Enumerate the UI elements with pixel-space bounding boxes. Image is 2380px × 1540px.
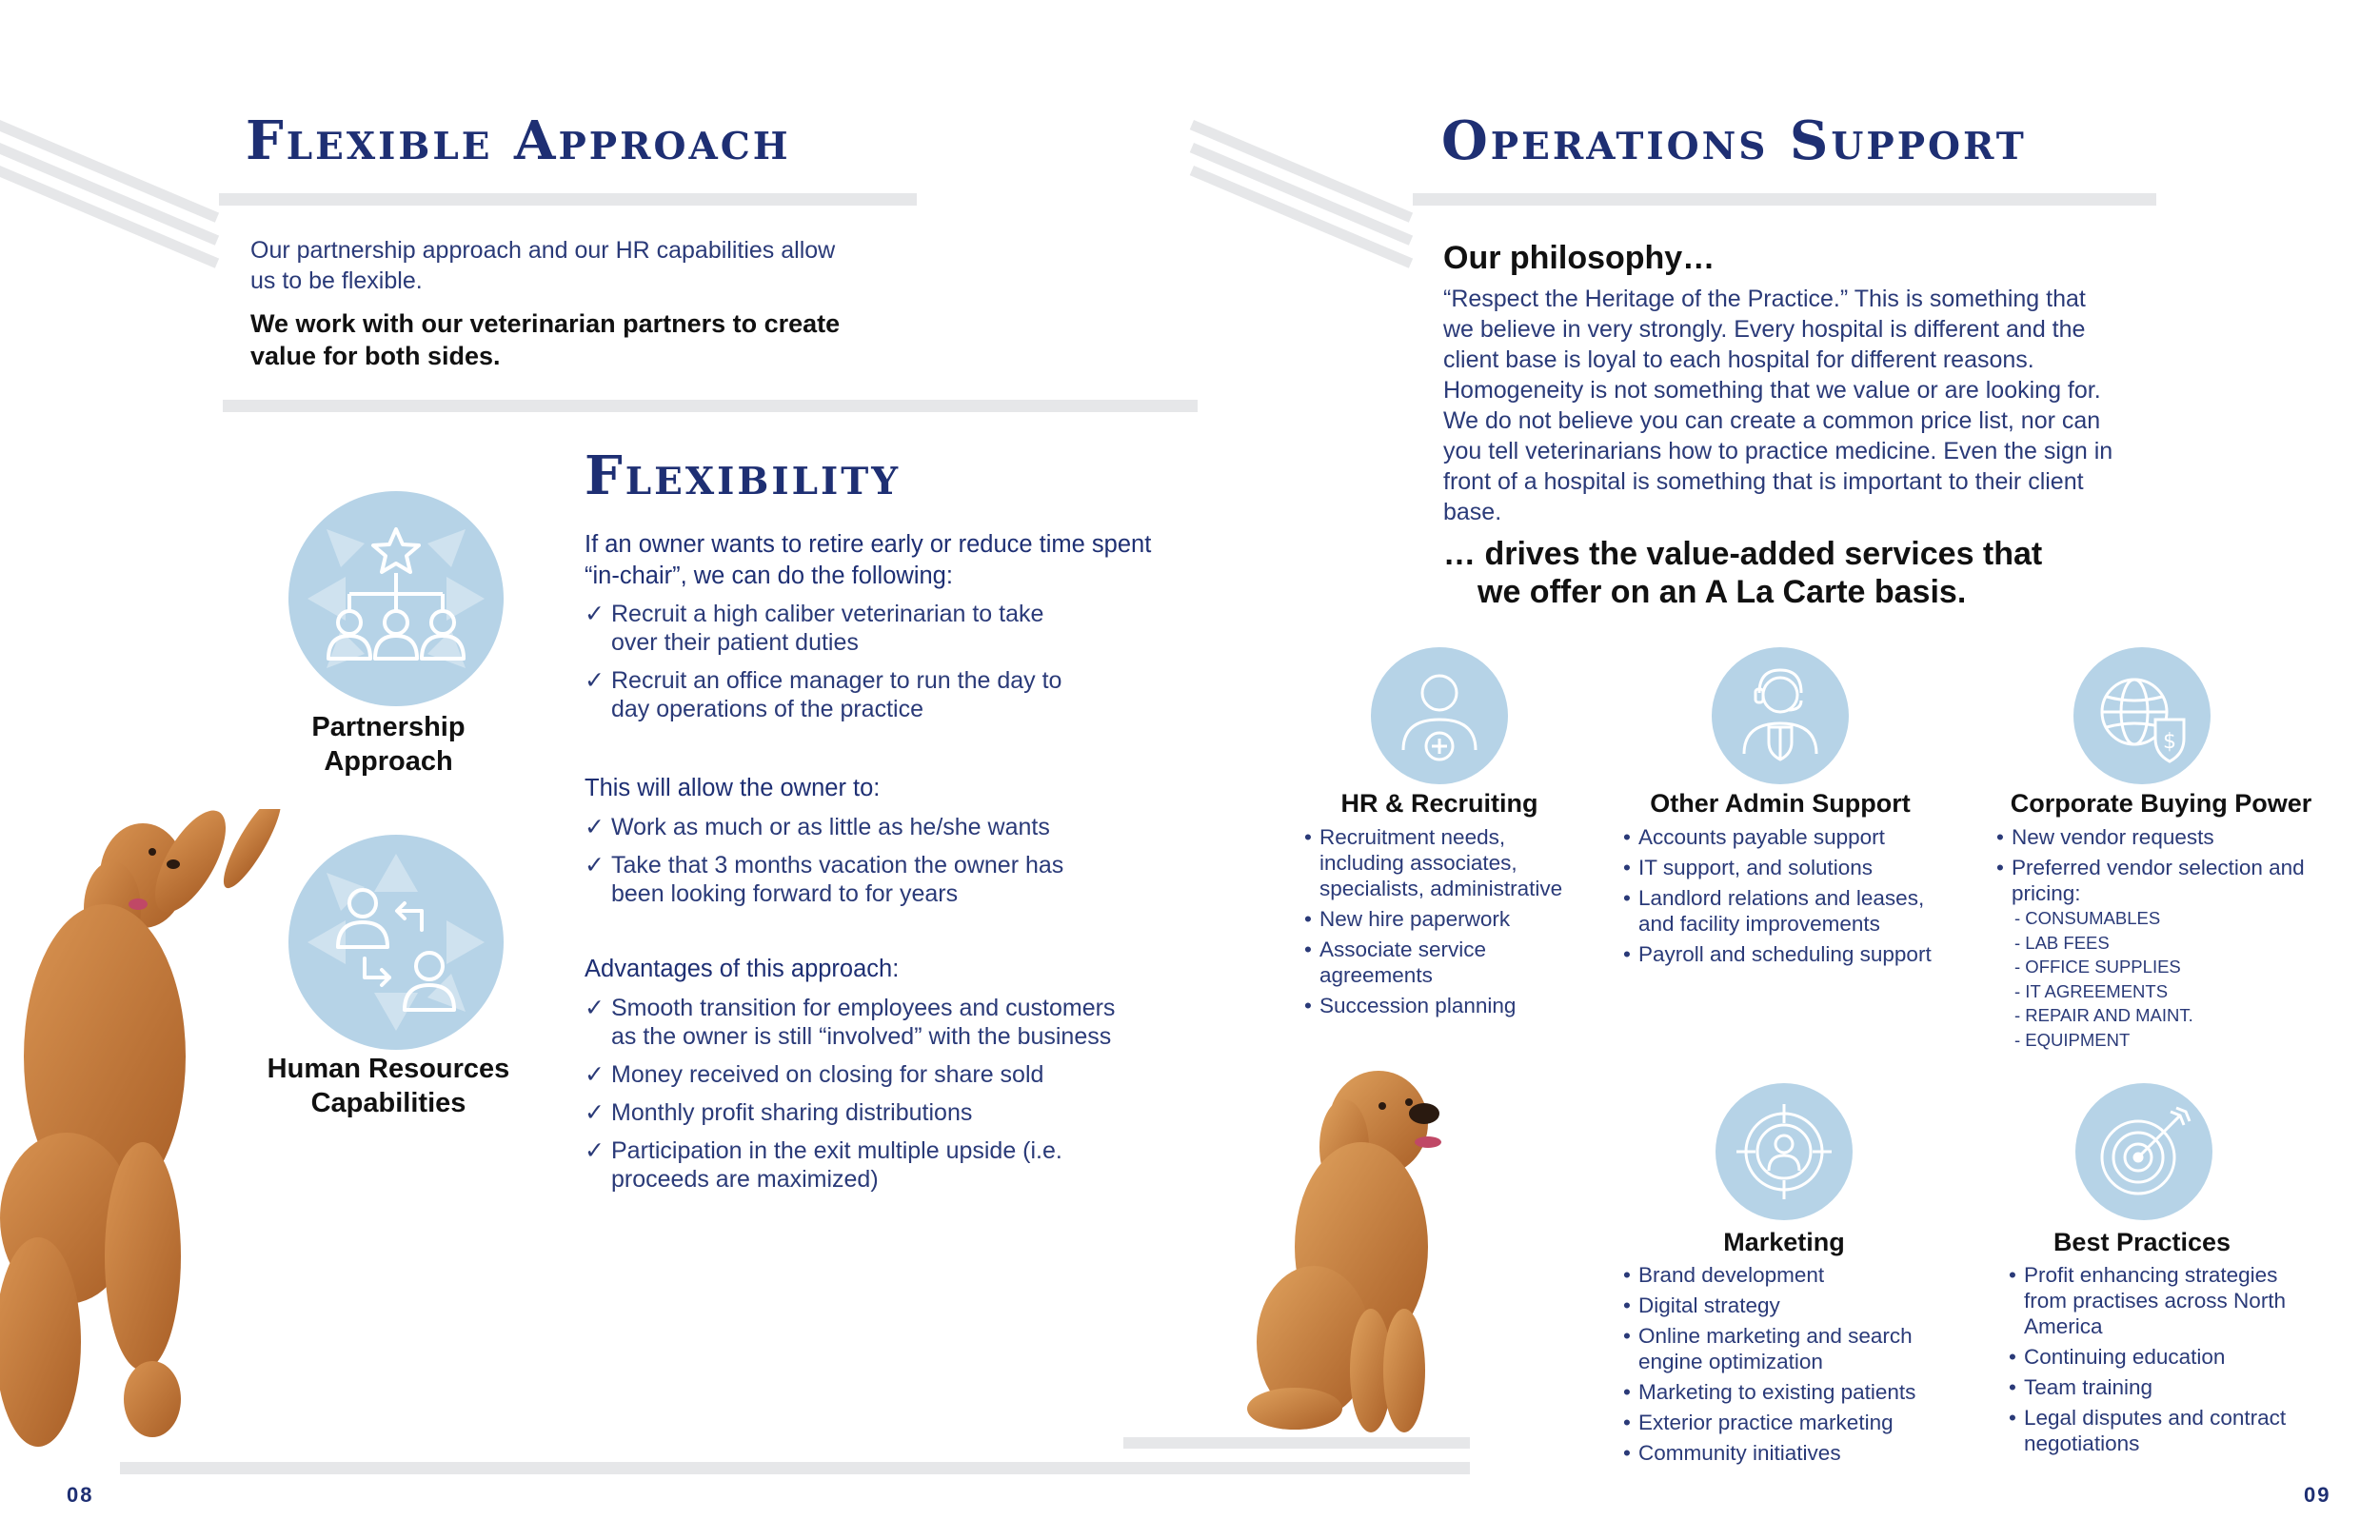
- admin-icon-circle: [1712, 647, 1849, 784]
- person-plus-icon: [1371, 647, 1508, 784]
- partnership-icon-circle: [288, 491, 504, 706]
- hr-label-line1: Human Resources: [267, 1054, 510, 1084]
- list-item: - OFFICE SUPPLIES: [2014, 957, 2181, 977]
- bullet-icon: •: [1996, 825, 2004, 849]
- list-item: [1996, 855, 2320, 906]
- list-item: [585, 666, 1080, 723]
- list-item: [1623, 941, 1947, 967]
- list-item: [585, 813, 1118, 841]
- list-item: - CONSUMABLES: [2014, 908, 2161, 928]
- check-icon: ✓: [585, 1061, 605, 1088]
- list-item: [1623, 1323, 1966, 1374]
- hr-icon-circle: [288, 835, 504, 1050]
- philosophy-text: “Respect the Heritage of the Practice.” This is something that we believe in very strongly. Every hospital is different and the client base is loyal to each hospital for different reasons. Homogeneity is not something that we value or are looking for. We do not believe you can create a common price list, nor can you tell veterinarians how to practice medicine. Even the sign in front of a hospital is something that is important to their client base.: [1443, 286, 2113, 525]
- partnership-label-line1: Partnership: [311, 712, 466, 742]
- check-icon: ✓: [585, 995, 605, 1021]
- bullet-icon: •: [1304, 825, 1312, 849]
- marketing-icon-circle: [1716, 1083, 1853, 1220]
- decor-stripe: [0, 166, 219, 268]
- list-item-text: Recruit a high caliber veterinarian to take over their patient duties: [611, 601, 1044, 656]
- bullet-icon: •: [2009, 1345, 2016, 1369]
- intro-text: Our partnership approach and our HR capabilities allow us to be flexible.: [250, 237, 836, 294]
- list-item-text: New hire paperwork: [1319, 907, 1511, 931]
- allow-heading: This will allow the owner to:: [585, 775, 881, 801]
- bullet-icon: •: [1996, 856, 2004, 879]
- list-item: [1623, 1379, 1966, 1405]
- bullet-icon: •: [1304, 938, 1312, 961]
- best-practices-list: [2009, 1262, 2323, 1461]
- title-underline-bar: [219, 193, 917, 206]
- list-item: [585, 994, 1118, 1051]
- bullet-icon: •: [1623, 825, 1631, 849]
- list-item: [585, 1098, 1118, 1127]
- decor-stripe: [0, 120, 219, 223]
- best-practices-icon-circle: [2075, 1083, 2212, 1220]
- page-number-right: 09: [2304, 1483, 2331, 1507]
- list-item-text: Work as much or as little as he/she wants: [611, 814, 1050, 840]
- buying-icon-circle: [2073, 647, 2211, 784]
- list-item-text: Smooth transition for employees and customers as the owner is still “involved” with the business: [611, 995, 1116, 1050]
- buying-sub-list: [2003, 906, 2289, 1052]
- admin-title: Other Admin Support: [1650, 789, 1911, 818]
- check-icon: ✓: [585, 1137, 605, 1164]
- check-icon: ✓: [585, 667, 605, 694]
- buying-title: Corporate Buying Power: [2010, 789, 2312, 818]
- list-item-text: Take that 3 months vacation the owner has been looking forward to for years: [611, 852, 1064, 907]
- list-item: [1623, 1410, 1966, 1435]
- footer-bar: [120, 1462, 1470, 1474]
- check-icon: ✓: [585, 814, 605, 840]
- list-item-text: Community initiatives: [1638, 1441, 1841, 1465]
- bullet-icon: •: [1623, 1293, 1631, 1317]
- decor-stripe: [1190, 166, 1413, 268]
- list-item: - EQUIPMENT: [2014, 1029, 2131, 1050]
- decor-stripe: [1190, 120, 1413, 223]
- target-person-icon: [1716, 1083, 1853, 1220]
- list-item: [1623, 1440, 1966, 1466]
- list-item-text: Recruitment needs, including associates, specialists, administrative: [1319, 825, 1563, 900]
- list-item-text: Landlord relations and leases, and facility improvements: [1638, 886, 1925, 936]
- check-icon: ✓: [585, 852, 605, 879]
- decor-stripe: [1190, 143, 1413, 246]
- drives-statement: [1443, 535, 2148, 611]
- list-item-text: Digital strategy: [1638, 1293, 1780, 1317]
- bullet-icon: •: [1623, 886, 1631, 910]
- list-item: [1304, 993, 1590, 1018]
- list-item-text: Associate service agreements: [1319, 938, 1487, 987]
- bullet-icon: •: [1623, 1263, 1631, 1287]
- list-item-text: IT support, and solutions: [1638, 856, 1873, 879]
- bullet-icon: •: [1623, 856, 1631, 879]
- partnership-label-line2: Approach: [324, 746, 453, 777]
- list-item: [2009, 1405, 2323, 1456]
- hr-recruiting-title: HR & Recruiting: [1340, 789, 1538, 818]
- bullet-icon: •: [2009, 1375, 2016, 1399]
- page-number-left: 08: [67, 1483, 94, 1507]
- hr-recruiting-list: [1304, 824, 1590, 1023]
- list-item-text: Online marketing and search engine optimization: [1638, 1324, 1913, 1373]
- list-item-text: Marketing to existing patients: [1638, 1380, 1916, 1404]
- list-item: [1304, 906, 1590, 932]
- list-item-text: Recruit an office manager to run the day to day operations of the practice: [611, 667, 1062, 722]
- advantages-list: [585, 994, 1118, 1203]
- bullet-icon: •: [1623, 1411, 1631, 1434]
- section-divider: [223, 400, 1198, 412]
- globe-dollar-shield-icon: [2073, 647, 2211, 784]
- list-item: - LAB FEES: [2014, 932, 2110, 953]
- list-item-text: Preferred vendor selection and pricing:: [2012, 856, 2305, 905]
- list-item: - REPAIR AND MAINT.: [2014, 1005, 2193, 1025]
- bullet-icon: •: [2009, 1263, 2016, 1287]
- list-item: [2009, 1344, 2323, 1370]
- list-item-text: Brand development: [1638, 1263, 1825, 1287]
- buying-list: [1996, 824, 2320, 906]
- flexibility-title: Flexibility: [585, 444, 902, 507]
- advantages-heading: Advantages of this approach:: [585, 956, 900, 982]
- list-item-text: New vendor requests: [2012, 825, 2214, 849]
- page-title: Flexible Approach: [246, 109, 791, 172]
- svg-text:$: $: [2163, 730, 2176, 754]
- page-title: Operations Support: [1441, 109, 2027, 172]
- list-item-text: Payroll and scheduling support: [1638, 942, 1932, 966]
- list-item-text: Exterior practice marketing: [1638, 1411, 1894, 1434]
- partnership-label: [246, 710, 531, 779]
- list-item: [1623, 855, 1947, 880]
- list-item-text: Profit enhancing strategies from practises across North America: [2024, 1263, 2287, 1338]
- hr-recruiting-icon-circle: [1371, 647, 1508, 784]
- list-item: [585, 1060, 1118, 1089]
- list-item: [1304, 824, 1590, 901]
- bullet-icon: •: [1304, 994, 1312, 1017]
- list-item-text: Team training: [2024, 1375, 2153, 1399]
- flexibility-list: [585, 600, 1080, 733]
- list-item: [1623, 1262, 1966, 1288]
- bullet-icon: •: [1623, 1380, 1631, 1404]
- list-item-text: Accounts payable support: [1638, 825, 1885, 849]
- bullet-icon: •: [2009, 1406, 2016, 1430]
- org-chart-icon: [288, 491, 504, 706]
- people-exchange-icon: [288, 835, 504, 1050]
- intro-bold-text: We work with our veterinarian partners to create value for both sides.: [250, 309, 841, 370]
- dog-base-bar: [1123, 1437, 1470, 1449]
- sitting-dog-image: [1238, 1056, 1485, 1437]
- best-practices-title: Best Practices: [2053, 1228, 2231, 1256]
- list-item: [1304, 937, 1590, 988]
- list-item: [585, 1136, 1118, 1194]
- list-item: [585, 600, 1080, 657]
- list-item: [585, 851, 1118, 908]
- title-underline-bar: [1413, 193, 2156, 206]
- list-item-text: Legal disputes and contract negotiations: [2024, 1406, 2287, 1455]
- list-item-text: Continuing education: [2024, 1345, 2226, 1369]
- hr-label-line2: Capabilities: [310, 1088, 466, 1118]
- list-item: [2009, 1262, 2323, 1339]
- marketing-list: [1623, 1262, 1966, 1471]
- philosophy-heading: Our philosophy…: [1443, 240, 1716, 276]
- allow-list: [585, 813, 1118, 918]
- drives-line1: … drives the value-added services that: [1443, 536, 2043, 572]
- list-item: [1623, 1293, 1966, 1318]
- admin-list: [1623, 824, 1947, 972]
- list-item: [1623, 824, 1947, 850]
- bullet-icon: •: [1304, 907, 1312, 931]
- bullet-icon: •: [1623, 1441, 1631, 1465]
- list-item-text: Money received on closing for share sold: [611, 1061, 1044, 1088]
- check-icon: ✓: [585, 1099, 605, 1126]
- drives-line2: we offer on an A La Carte basis.: [1478, 574, 1967, 610]
- list-item: [1623, 885, 1947, 937]
- bullet-icon: •: [1623, 942, 1631, 966]
- list-item: - IT AGREEMENTS: [2014, 980, 2169, 1001]
- list-item-text: Succession planning: [1319, 994, 1517, 1017]
- list-item-text: Monthly profit sharing distributions: [611, 1099, 973, 1126]
- decor-stripe: [0, 143, 219, 246]
- marketing-title: Marketing: [1723, 1228, 1845, 1256]
- flexibility-intro: If an owner wants to retire early or reduce time spent “in-chair”, we can do the following:: [585, 531, 1152, 589]
- list-item: [2009, 1374, 2323, 1400]
- headset-shield-icon: [1712, 647, 1849, 784]
- jumping-dog-image: [0, 809, 305, 1466]
- bullet-icon: •: [1623, 1324, 1631, 1348]
- list-item-text: Participation in the exit multiple upside (i.e. proceeds are maximized): [611, 1137, 1062, 1193]
- list-item: [1996, 824, 2320, 850]
- check-icon: ✓: [585, 601, 605, 627]
- bullseye-arrow-icon: [2075, 1083, 2212, 1220]
